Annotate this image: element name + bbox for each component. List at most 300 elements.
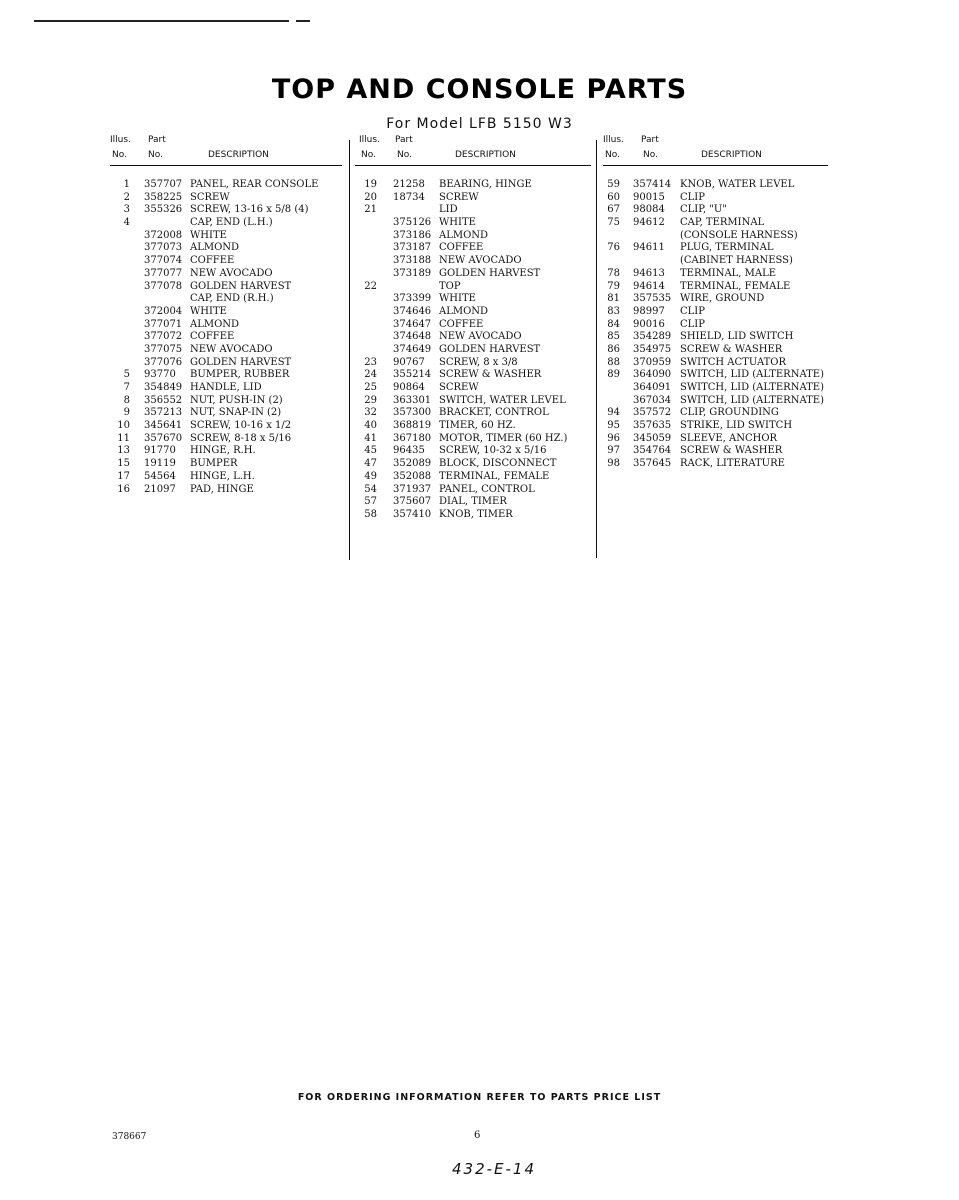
parts-row: [355, 357, 591, 370]
illus-number: 11: [117, 432, 130, 444]
part-number: 377071: [144, 318, 183, 330]
header-rule: [110, 165, 342, 166]
illus-number: 13: [117, 445, 130, 457]
part-number: 19119: [144, 458, 176, 470]
part-number: 374649: [393, 343, 432, 355]
part-number: 354764: [633, 445, 672, 457]
parts-row: [603, 217, 828, 230]
illus-number: 98: [607, 458, 620, 470]
column-divider-1: [349, 140, 350, 560]
parts-row: [110, 369, 342, 382]
description: CAP, END (L.H.): [190, 217, 273, 229]
top-rule: [34, 20, 289, 22]
description: NEW AVOCADO: [439, 255, 522, 267]
description: WHITE: [439, 293, 476, 305]
description: TERMINAL, MALE: [680, 267, 777, 279]
part-number: 373399: [393, 293, 432, 305]
parts-row: [355, 242, 591, 255]
header-part-no: No.: [397, 150, 412, 160]
header-illus-no: No.: [605, 150, 620, 160]
illus-number: 78: [607, 267, 620, 279]
illus-number: 60: [607, 191, 620, 203]
description: SCREW: [190, 191, 230, 203]
description: BUMPER, RUBBER: [190, 369, 290, 381]
part-number: 354289: [633, 331, 672, 343]
part-number: 357670: [144, 432, 183, 444]
illus-number: 89: [607, 369, 620, 381]
column-divider-2: [596, 140, 597, 558]
parts-row: [603, 192, 828, 205]
part-number: 94613: [633, 267, 665, 279]
parts-list: [603, 179, 828, 471]
description: TIMER, 60 HZ.: [439, 420, 516, 432]
part-number: 357300: [393, 407, 432, 419]
header-illus: Illus.: [110, 135, 131, 145]
parts-row: [110, 357, 342, 370]
header-part: Part: [148, 135, 166, 145]
description: GOLDEN HARVEST: [190, 280, 292, 292]
part-number: 373186: [393, 229, 432, 241]
column-header: [355, 135, 591, 167]
description: COFFEE: [190, 331, 235, 343]
description: WHITE: [190, 305, 227, 317]
header-illus: Illus.: [359, 135, 380, 145]
description: TERMINAL, FEMALE: [439, 470, 550, 482]
part-number: 373187: [393, 242, 432, 254]
illus-number: 10: [117, 420, 130, 432]
parts-row: [603, 242, 828, 255]
description: CLIP: [680, 191, 705, 203]
part-number: 354975: [633, 343, 672, 355]
parts-row: [110, 395, 342, 408]
header-part: Part: [395, 135, 413, 145]
page-number: 6: [474, 1130, 481, 1141]
parts-row: [110, 433, 342, 446]
illus-number: 40: [364, 420, 377, 432]
illus-number: 8: [123, 394, 130, 406]
part-number: 94614: [633, 280, 665, 292]
description: SWITCH, LID (ALTERNATE): [680, 369, 825, 381]
parts-row: [603, 306, 828, 319]
header-description: DESCRIPTION: [455, 150, 516, 160]
description: BUMPER: [190, 458, 238, 470]
description: ALMOND: [439, 305, 489, 317]
description: GOLDEN HARVEST: [439, 267, 541, 279]
parts-row: [110, 407, 342, 420]
description: MOTOR, TIMER (60 HZ.): [439, 432, 568, 444]
part-number: 345641: [144, 420, 183, 432]
part-number: 90016: [633, 318, 665, 330]
description: WHITE: [190, 229, 227, 241]
illus-number: 81: [607, 293, 620, 305]
parts-row: [603, 281, 828, 294]
parts-row: [110, 192, 342, 205]
part-number: 374648: [393, 331, 432, 343]
part-number: 357707: [144, 179, 183, 190]
page-title: TOP AND CONSOLE PARTS: [271, 74, 688, 105]
parts-row: [355, 192, 591, 205]
part-number: 357414: [633, 179, 672, 190]
illus-number: 85: [607, 331, 620, 343]
part-number: 377077: [144, 267, 183, 279]
illus-number: 16: [117, 483, 130, 495]
description: PANEL, CONTROL: [439, 483, 535, 495]
part-number: 345059: [633, 432, 672, 444]
part-number: 98084: [633, 204, 665, 216]
parts-row: [603, 369, 828, 382]
header-description: DESCRIPTION: [208, 150, 269, 160]
illus-number: 3: [123, 204, 130, 216]
parts-column-1: [110, 135, 342, 496]
parts-row: [355, 179, 591, 192]
description: RACK, LITERATURE: [680, 458, 785, 470]
part-number: 98997: [633, 305, 665, 317]
parts-row: [355, 458, 591, 471]
parts-row: [355, 255, 591, 268]
header-rule: [355, 165, 591, 166]
part-number: 91770: [144, 445, 176, 457]
illus-number: 83: [607, 305, 620, 317]
illus-number: 4: [123, 217, 130, 229]
part-number: 358225: [144, 191, 183, 203]
parts-row: [110, 306, 342, 319]
parts-row: [603, 382, 828, 395]
part-number: 363301: [393, 394, 432, 406]
illus-number: 47: [364, 458, 377, 470]
part-number: 94611: [633, 242, 665, 254]
part-number: 352088: [393, 470, 432, 482]
description: ALMOND: [190, 242, 240, 254]
header-part-no: No.: [148, 150, 163, 160]
description: SWITCH, LID (ALTERNATE): [680, 382, 825, 393]
header-illus-no: No.: [112, 150, 127, 160]
description: SCREW & WASHER: [439, 369, 542, 381]
column-header: [603, 135, 828, 167]
description: CLIP, GROUNDING: [680, 407, 779, 419]
description: NEW AVOCADO: [190, 267, 273, 279]
top-rule-dash: [296, 20, 310, 22]
parts-row: [110, 471, 342, 484]
illus-number: 19: [364, 179, 377, 190]
description: SLEEVE, ANCHOR: [680, 432, 778, 444]
parts-row: [603, 255, 828, 268]
part-number: 377072: [144, 331, 183, 343]
handwritten-code: 432-E-14: [452, 1160, 537, 1178]
header-part-no: No.: [643, 150, 658, 160]
part-number: 377075: [144, 343, 183, 355]
illus-number: 5: [123, 369, 130, 381]
description: BLOCK, DISCONNECT: [439, 458, 557, 470]
description: PANEL, REAR CONSOLE: [190, 179, 319, 190]
parts-row: [110, 420, 342, 433]
parts-row: [355, 217, 591, 230]
description: SCREW, 8-18 x 5/16: [190, 432, 292, 444]
description: COFFEE: [439, 318, 484, 330]
parts-row: [603, 179, 828, 192]
description: SCREW, 8 x 3/8: [439, 356, 518, 368]
description: (CONSOLE HARNESS): [680, 229, 798, 241]
part-number: 373188: [393, 255, 432, 267]
parts-row: [355, 293, 591, 306]
parts-row: [110, 445, 342, 458]
description: STRIKE, LID SWITCH: [680, 420, 793, 432]
parts-row: [603, 357, 828, 370]
part-number: 54564: [144, 470, 176, 482]
illus-number: 97: [607, 445, 620, 457]
parts-column-3: [603, 135, 828, 471]
illus-number: 7: [123, 382, 130, 393]
parts-row: [603, 344, 828, 357]
header-illus: Illus.: [603, 135, 624, 145]
illus-number: 45: [364, 445, 377, 457]
parts-row: [355, 395, 591, 408]
part-number: 364090: [633, 369, 672, 381]
illus-number: 58: [364, 508, 377, 520]
description: NEW AVOCADO: [190, 343, 273, 355]
description: BRACKET, CONTROL: [439, 407, 549, 419]
description: BEARING, HINGE: [439, 179, 532, 190]
parts-row: [110, 458, 342, 471]
description: NUT, PUSH-IN (2): [190, 394, 283, 406]
part-number: 357645: [633, 458, 672, 470]
parts-list: [110, 179, 342, 496]
illus-number: 23: [364, 356, 377, 368]
description: ALMOND: [439, 229, 489, 241]
description: HINGE, L.H.: [190, 470, 255, 482]
parts-row: [603, 420, 828, 433]
parts-row: [355, 230, 591, 243]
part-number: 357635: [633, 420, 672, 432]
illus-number: 1: [123, 179, 130, 190]
parts-row: [355, 496, 591, 509]
illus-number: 41: [364, 432, 377, 444]
description: DIAL, TIMER: [439, 496, 507, 508]
part-number: 374647: [393, 318, 432, 330]
parts-row: [110, 484, 342, 497]
part-number: 354849: [144, 382, 183, 393]
part-number: 18734: [393, 191, 425, 203]
parts-row: [603, 433, 828, 446]
parts-row: [603, 407, 828, 420]
description: CAP, END (R.H.): [190, 293, 274, 305]
part-number: 355214: [393, 369, 432, 381]
illus-number: 2: [123, 191, 130, 203]
parts-row: [110, 293, 342, 306]
illus-number: 59: [607, 179, 620, 190]
description: SCREW & WASHER: [680, 343, 783, 355]
parts-row: [355, 331, 591, 344]
part-number: 377073: [144, 242, 183, 254]
parts-row: [110, 382, 342, 395]
part-number: 355326: [144, 204, 183, 216]
part-number: 367180: [393, 432, 432, 444]
description: ALMOND: [190, 318, 240, 330]
parts-row: [355, 471, 591, 484]
parts-row: [355, 484, 591, 497]
part-number: 356552: [144, 394, 183, 406]
description: SCREW: [439, 382, 479, 393]
illus-number: 29: [364, 394, 377, 406]
description: NEW AVOCADO: [439, 331, 522, 343]
description: GOLDEN HARVEST: [190, 356, 292, 368]
illus-number: 32: [364, 407, 377, 419]
header-illus-no: No.: [361, 150, 376, 160]
parts-row: [355, 420, 591, 433]
description: (CABINET HARNESS): [680, 255, 793, 267]
part-number: 352089: [393, 458, 432, 470]
ordering-note: FOR ORDERING INFORMATION REFER TO PARTS PRICE LIST: [297, 1092, 662, 1103]
description: WIRE, GROUND: [680, 293, 765, 305]
part-number: 374646: [393, 305, 432, 317]
illus-number: 84: [607, 318, 620, 330]
parts-row: [110, 217, 342, 230]
parts-row: [355, 407, 591, 420]
description: KNOB, WATER LEVEL: [680, 179, 795, 190]
description: PLUG, TERMINAL: [680, 242, 774, 254]
parts-row: [110, 331, 342, 344]
description: NUT, SNAP-IN (2): [190, 407, 282, 419]
description: LID: [439, 204, 458, 216]
header-description: DESCRIPTION: [701, 150, 762, 160]
parts-row: [110, 268, 342, 281]
part-number: 377076: [144, 356, 183, 368]
parts-row: [603, 331, 828, 344]
description: CLIP: [680, 318, 705, 330]
part-number: 375607: [393, 496, 432, 508]
parts-row: [603, 293, 828, 306]
parts-row: [355, 382, 591, 395]
illus-number: 15: [117, 458, 130, 470]
part-number: 357410: [393, 508, 432, 520]
illus-number: 94: [607, 407, 620, 419]
part-number: 373189: [393, 267, 432, 279]
parts-row: [355, 281, 591, 294]
part-number: 370959: [633, 356, 672, 368]
part-number: 357213: [144, 407, 183, 419]
parts-list: [355, 179, 591, 522]
parts-row: [355, 433, 591, 446]
parts-row: [355, 369, 591, 382]
part-number: 377074: [144, 255, 183, 267]
part-number: 90767: [393, 356, 425, 368]
parts-column-2: [355, 135, 591, 522]
description: WHITE: [439, 217, 476, 229]
description: SCREW, 10-32 x 5/16: [439, 445, 547, 457]
part-number: 93770: [144, 369, 176, 381]
illus-number: 67: [607, 204, 620, 216]
description: SWITCH, WATER LEVEL: [439, 394, 566, 406]
description: CLIP, "U": [680, 204, 727, 216]
description: TERMINAL, FEMALE: [680, 280, 791, 292]
parts-row: [355, 319, 591, 332]
part-number: 371937: [393, 483, 432, 495]
document-number: 378667: [112, 1132, 147, 1142]
illus-number: 25: [364, 382, 377, 393]
part-number: 90864: [393, 382, 425, 393]
description: COFFEE: [190, 255, 235, 267]
part-number: 96435: [393, 445, 425, 457]
parts-row: [110, 281, 342, 294]
illus-number: 24: [364, 369, 377, 381]
parts-row: [355, 268, 591, 281]
header-part: Part: [641, 135, 659, 145]
part-number: 94612: [633, 217, 665, 229]
parts-row: [110, 204, 342, 217]
illus-number: 76: [607, 242, 620, 254]
description: HINGE, R.H.: [190, 445, 256, 457]
part-number: 375126: [393, 217, 432, 229]
illus-number: 22: [364, 280, 377, 292]
description: SWITCH, LID (ALTERNATE): [680, 394, 825, 406]
header-rule: [603, 165, 828, 166]
parts-row: [603, 458, 828, 471]
illus-number: 20: [364, 191, 377, 203]
illus-number: 49: [364, 470, 377, 482]
part-number: 21258: [393, 179, 425, 190]
part-number: 364091: [633, 382, 672, 393]
parts-row: [355, 445, 591, 458]
part-number: 372008: [144, 229, 183, 241]
parts-row: [110, 230, 342, 243]
illus-number: 79: [607, 280, 620, 292]
part-number: 368819: [393, 420, 432, 432]
description: SHIELD, LID SWITCH: [680, 331, 794, 343]
description: KNOB, TIMER: [439, 508, 513, 520]
parts-row: [603, 319, 828, 332]
illus-number: 57: [364, 496, 377, 508]
part-number: 21097: [144, 483, 176, 495]
parts-row: [603, 268, 828, 281]
illus-number: 54: [364, 483, 377, 495]
description: COFFEE: [439, 242, 484, 254]
parts-row: [110, 344, 342, 357]
illus-number: 86: [607, 343, 620, 355]
description: SCREW: [439, 191, 479, 203]
description: CAP, TERMINAL: [680, 217, 765, 229]
part-number: 357535: [633, 293, 672, 305]
parts-row: [603, 395, 828, 408]
description: CLIP: [680, 305, 705, 317]
description: HANDLE, LID: [190, 382, 262, 393]
illus-number: 21: [364, 204, 377, 216]
description: SCREW & WASHER: [680, 445, 783, 457]
description: GOLDEN HARVEST: [439, 343, 541, 355]
part-number: 357572: [633, 407, 672, 419]
model-subtitle: For Model LFB 5150 W3: [386, 116, 573, 132]
illus-number: 95: [607, 420, 620, 432]
illus-number: 17: [117, 470, 130, 482]
parts-row: [355, 344, 591, 357]
illus-number: 75: [607, 217, 620, 229]
parts-row: [603, 230, 828, 243]
part-number: 372004: [144, 305, 183, 317]
parts-row: [110, 179, 342, 192]
parts-row: [355, 509, 591, 522]
parts-row: [110, 242, 342, 255]
column-header: [110, 135, 342, 167]
illus-number: 88: [607, 356, 620, 368]
parts-row: [603, 445, 828, 458]
part-number: 377078: [144, 280, 183, 292]
description: TOP: [439, 280, 461, 292]
illus-number: 96: [607, 432, 620, 444]
parts-row: [110, 319, 342, 332]
parts-row: [603, 204, 828, 217]
part-number: 90015: [633, 191, 665, 203]
parts-row: [355, 306, 591, 319]
description: SCREW, 13-16 x 5/8 (4): [190, 204, 309, 216]
parts-row: [110, 255, 342, 268]
